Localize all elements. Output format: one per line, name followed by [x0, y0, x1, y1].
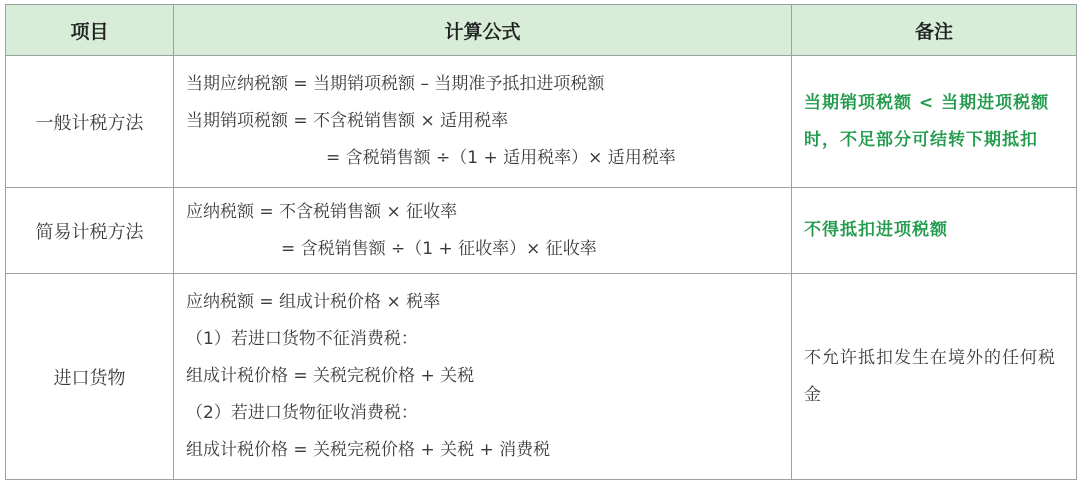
formula-line: （1）若进口货物不征消费税：	[186, 329, 418, 349]
formula-line: 应纳税额 = 组成计税价格 × 税率	[186, 292, 441, 312]
formula-line: 组成计税价格 = 关税完税价格 + 关税	[186, 366, 475, 386]
row-note: 不允许抵扣发生在境外的任何税金	[792, 274, 1077, 480]
tax-method-table	[5, 4, 1077, 480]
formula-line: = 含税销售额 ÷（1 + 征收率）× 征收率	[281, 238, 597, 259]
formula-line: （2）若进口货物征收消费税：	[186, 403, 418, 423]
tax-method-table-container	[5, 4, 1076, 482]
row-formula	[174, 188, 792, 274]
row-item-label: 简易计税方法	[6, 188, 174, 274]
formula-line: 当期应纳税额 = 当期销项税额 – 当期准予抵扣进项税额	[186, 74, 605, 94]
formula-line: 组成计税价格 = 关税完税价格 + 关税 + 消费税	[186, 440, 551, 460]
table-row	[6, 56, 1077, 188]
row-formula	[174, 274, 792, 480]
header-item: 项目	[6, 5, 174, 56]
formula-line: = 含税销售额 ÷（1 + 适用税率）× 适用税率	[326, 148, 676, 168]
header-formula: 计算公式	[174, 5, 792, 56]
formula-line: 应纳税额 = 不含税销售额 × 征收率	[186, 201, 458, 222]
table-header-row	[6, 5, 1077, 56]
row-note: 当期销项税额 < 当期进项税额时，不足部分可结转下期抵扣	[792, 56, 1077, 188]
formula-line: 当期销项税额 = 不含税销售额 × 适用税率	[186, 111, 509, 131]
header-note: 备注	[792, 5, 1077, 56]
table-row	[6, 188, 1077, 274]
table-row	[6, 274, 1077, 480]
row-item-label: 进口货物	[6, 274, 174, 480]
row-formula	[174, 56, 792, 188]
row-item-label: 一般计税方法	[6, 56, 174, 188]
row-note: 不得抵扣进项税额	[792, 188, 1077, 274]
